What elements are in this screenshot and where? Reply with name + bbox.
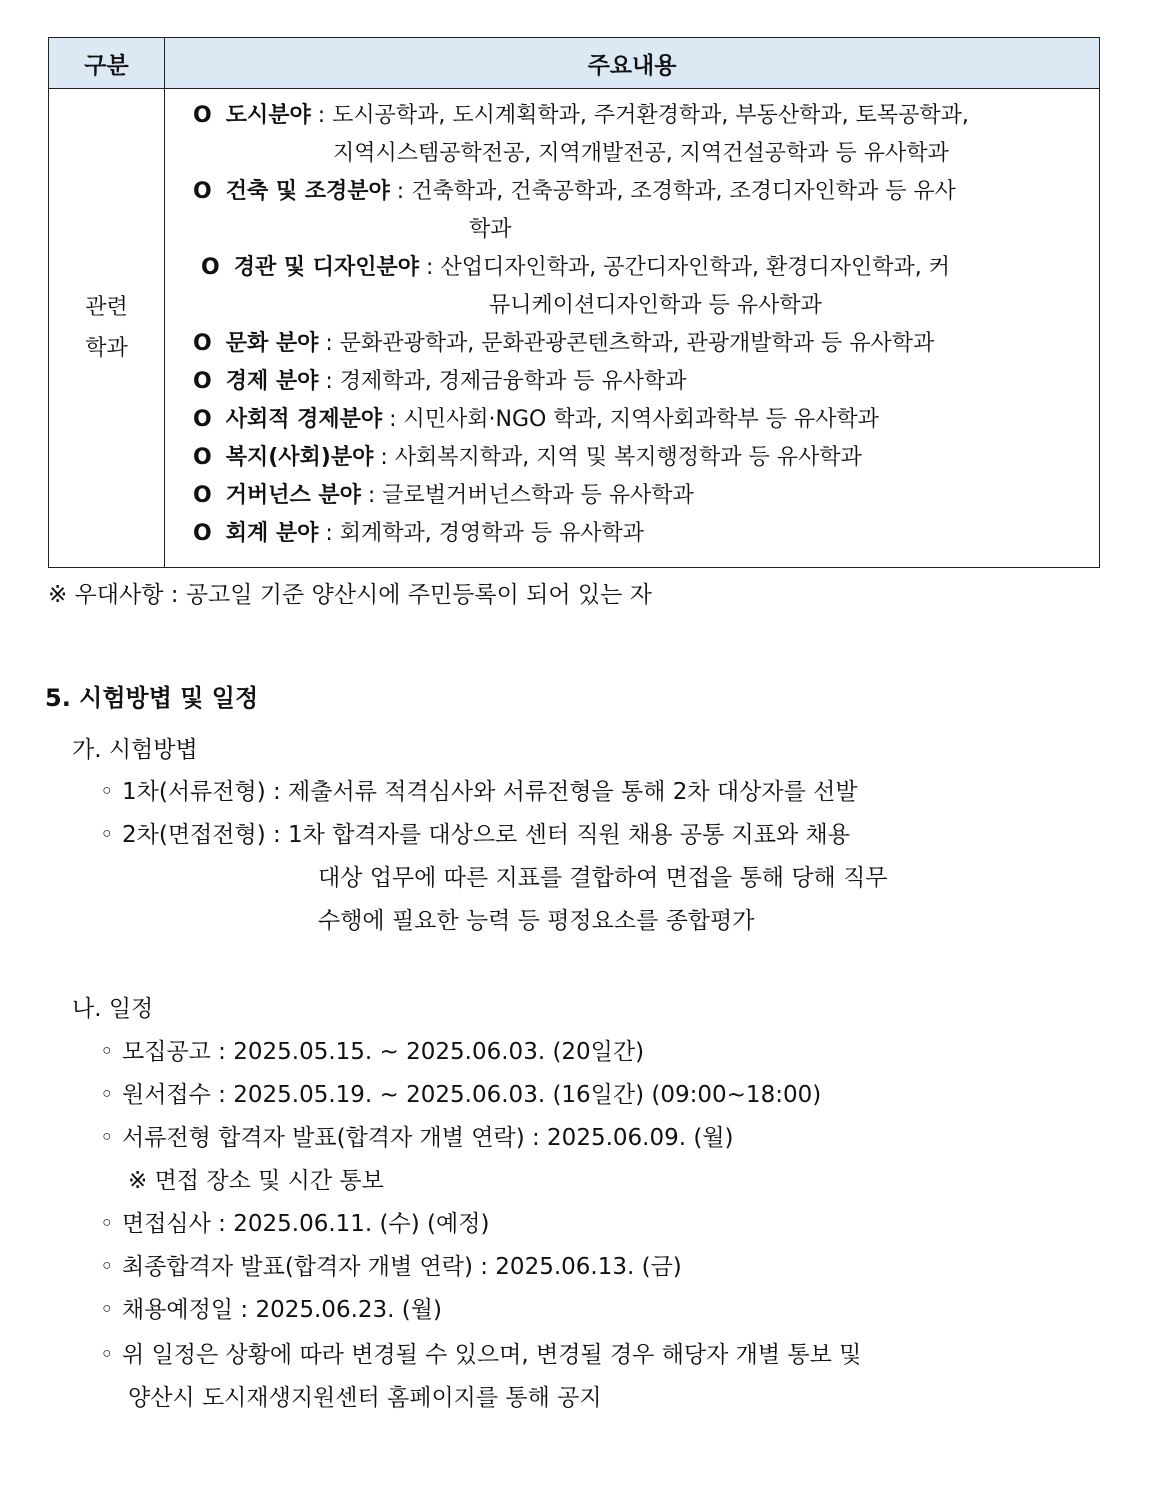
list-item: ◦ 면접심사 : 2025.06.11. (수) (예정) xyxy=(100,1211,490,1237)
subsection-title-method: 가. 시험방볍 xyxy=(72,737,198,763)
field-name: 거버넌스 분야 xyxy=(225,483,361,508)
list-item: O 건축 및 조경분야 : 건축학과, 건축공학과, 조경학과, 조경디자인학과 등 유사 xyxy=(193,179,956,204)
field-name: 경관 및 디자인분야 xyxy=(233,255,420,280)
list-item-continuation: 지역시스템공학전공, 지역개발전공, 지역건설공학과 등 유사학과 xyxy=(333,141,949,166)
field-name: 경제 분야 xyxy=(225,369,319,394)
list-item: ◦ 채용예정일 : 2025.06.23. (월) xyxy=(100,1297,442,1323)
row-label-line2: 학과 xyxy=(85,336,128,361)
field-name: 사회적 경제분야 xyxy=(225,407,383,432)
field-name: 도시분야 xyxy=(225,103,311,128)
field-departments: : 도시공학과, 도시계획학과, 주거환경학과, 부동산학과, 토목공학과, xyxy=(310,103,969,128)
list-item: ◦ 모집공고 : 2025.05.15. ~ 2025.06.03. (20일간) xyxy=(100,1039,645,1065)
list-item: O 경관 및 디자인분야 : 산업디자인학과, 공간디자인학과, 환경디자인학과, 커 xyxy=(201,255,950,280)
section-title: 5. 시험방볍 및 일정 xyxy=(45,684,259,712)
list-item: ◦ 위 일정은 상황에 따라 변경될 수 있으며, 변경될 경우 해당자 개별 통보 및 xyxy=(100,1342,862,1368)
header-category: 구분 xyxy=(49,38,165,89)
field-name: 복지(사회)분야 xyxy=(225,445,374,470)
list-item-continuation: 뮤니케이션디자인학과 등 유사학과 xyxy=(489,293,822,318)
list-item: ◦ 원서접수 : 2025.05.19. ~ 2025.06.03. (16일간) (09:00~18:00) xyxy=(100,1082,822,1108)
list-item: O 문화 분야 : 문화관광학과, 문화관광콘텐츠학과, 관광개발학과 등 유사학과 xyxy=(193,331,935,356)
list-item: ◦ 최종합격자 발표(합격자 개별 연락) : 2025.06.13. (금) xyxy=(100,1254,682,1280)
list-item: ◦ 2차(면접전형) : 1차 합격자를 대상으로 센터 직원 채용 공통 지표와 채용 xyxy=(100,822,850,848)
list-item-continuation: 대상 업무에 따른 지표를 결합하여 면접을 통해 당해 직무 xyxy=(318,865,888,891)
field-departments: : 산업디자인학과, 공간디자인학과, 환경디자인학과, 커 xyxy=(419,255,950,280)
list-item: ◦ 1차(서류전형) : 제출서류 적격심사와 서류전형을 통해 2차 대상자를 선발 xyxy=(100,779,858,805)
field-departments: : 회계학과, 경영학과 등 유사학과 xyxy=(318,521,645,546)
list-item: O 도시분야 : 도시공학과, 도시계획학과, 주거환경학과, 부동산학과, 토목공학과, xyxy=(193,103,969,128)
department-table xyxy=(48,37,1100,568)
field-name: 건축 및 조경분야 xyxy=(225,179,390,204)
field-departments: : 시민사회·NGO 학과, 지역사회과학부 등 유사학과 xyxy=(382,407,879,432)
field-departments: : 경제학과, 경제금융학과 등 유사학과 xyxy=(318,369,687,394)
table-header-row xyxy=(49,38,1100,89)
list-item: O 사회적 경제분야 : 시민사회·NGO 학과, 지역사회과학부 등 유사학과 xyxy=(193,407,879,432)
list-item: O 복지(사회)분야 : 사회복지학과, 지역 및 복지행정학과 등 유사학과 xyxy=(193,445,862,470)
department-list xyxy=(165,89,1100,568)
interview-note: ※ 면접 장소 및 시간 통보 xyxy=(128,1168,384,1194)
field-departments: : 글로벌거버넌스학과 등 유사학과 xyxy=(360,483,694,508)
list-item-continuation: 수행에 필요한 능력 등 평정요소를 종합평가 xyxy=(318,908,755,934)
list-item: ◦ 서류전형 합격자 발표(합격자 개별 연락) : 2025.06.09. (월) xyxy=(100,1125,734,1151)
row-label xyxy=(49,89,165,568)
list-item-continuation: 양산시 도시재생지원센터 홈페이지를 통해 공지 xyxy=(128,1385,602,1411)
field-departments: : 건축학과, 건축공학과, 조경학과, 조경디자인학과 등 유사 xyxy=(389,179,956,204)
list-item: O 회계 분야 : 회계학과, 경영학과 등 유사학과 xyxy=(193,521,645,546)
field-name: 문화 분야 xyxy=(225,331,319,356)
preference-note: ※ 우대사항 : 공고일 기준 양산시에 주민등록이 되어 있는 자 xyxy=(48,582,652,608)
field-departments: : 문화관광학과, 문화관광콘텐츠학과, 관광개발학과 등 유사학과 xyxy=(318,331,935,356)
field-departments: : 사회복지학과, 지역 및 복지행정학과 등 유사학과 xyxy=(373,445,862,470)
list-item-continuation: 학과 xyxy=(469,217,512,242)
table-row xyxy=(49,89,1100,568)
row-label-line1: 관련 xyxy=(85,295,128,320)
list-item: O 거버넌스 분야 : 글로벌거버넌스학과 등 유사학과 xyxy=(193,483,694,508)
field-name: 회계 분야 xyxy=(225,521,319,546)
subsection-title-schedule: 나. 일정 xyxy=(72,996,154,1022)
header-main-content: 주요내용 xyxy=(165,38,1100,89)
list-item: O 경제 분야 : 경제학과, 경제금융학과 등 유사학과 xyxy=(193,369,687,394)
